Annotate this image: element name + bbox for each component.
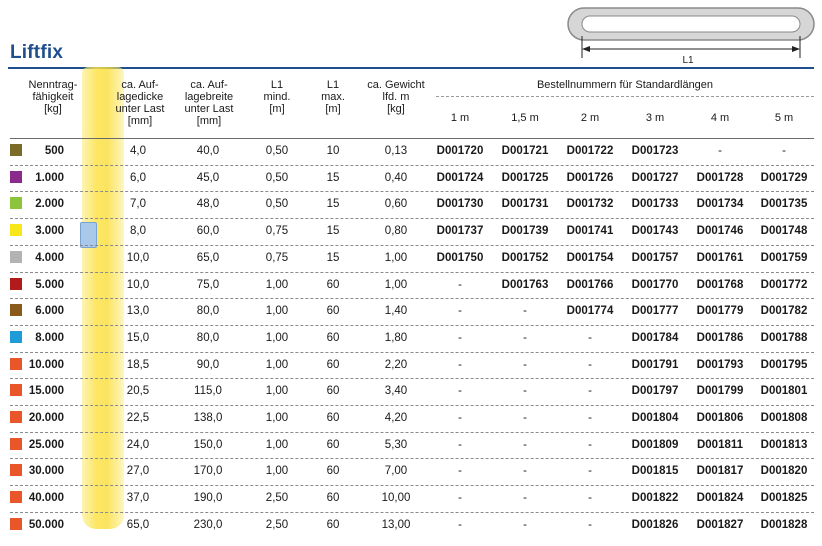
thickness-value: 10,0 — [126, 251, 150, 264]
capacity-value: 6.000 — [35, 305, 64, 318]
thickness-value: 6,0 — [130, 171, 146, 184]
order-number: D001734 — [696, 198, 744, 211]
l1min-value: 1,00 — [265, 465, 289, 478]
l1max-value: 60 — [326, 492, 340, 505]
width-value: 230,0 — [193, 518, 223, 531]
weight-value: 2,20 — [384, 358, 408, 371]
order-number: D001730 — [436, 198, 484, 211]
order-number: - — [588, 438, 592, 451]
weight-value: 4,20 — [384, 412, 408, 424]
l1max-value: 60 — [326, 385, 340, 398]
order-number: D001779 — [696, 305, 744, 318]
header-thickness — [108, 79, 172, 127]
weight-value: 1,40 — [384, 305, 408, 318]
row-divider — [10, 218, 814, 219]
order-number: D001788 — [760, 331, 808, 344]
order-number: D001722 — [566, 145, 614, 157]
capacity-value: 1.000 — [35, 171, 64, 184]
capacity-value: 20.000 — [28, 412, 64, 424]
header-length-1: 1,5 m — [511, 112, 539, 124]
l1max-value: 60 — [326, 518, 340, 531]
header-l1-max-line: L1 — [326, 79, 340, 91]
weight-value: 13,00 — [381, 518, 411, 531]
thickness-value: 15,0 — [126, 331, 150, 344]
capacity-value: 25.000 — [28, 438, 64, 451]
row-divider — [10, 298, 814, 299]
order-number: - — [523, 492, 527, 505]
capacity-value: 30.000 — [28, 465, 64, 478]
width-value: 75,0 — [196, 278, 220, 291]
capacity-value: 15.000 — [28, 385, 64, 398]
width-value: 60,0 — [196, 225, 220, 238]
header-width-line: unter Last — [184, 103, 234, 115]
order-number: D001826 — [631, 518, 679, 531]
order-number: D001784 — [631, 331, 679, 344]
order-number: D001772 — [760, 278, 808, 291]
order-number: D001759 — [760, 251, 808, 264]
width-value: 80,0 — [196, 331, 220, 344]
l1min-value: 0,50 — [265, 171, 289, 184]
thickness-value: 20,5 — [126, 385, 150, 398]
order-number: D001725 — [501, 171, 549, 184]
l1max-value: 10 — [326, 145, 340, 157]
capacity-value: 500 — [44, 145, 64, 157]
order-number: - — [523, 358, 527, 371]
thickness-value: 22,5 — [126, 412, 150, 424]
order-number: D001746 — [696, 225, 744, 238]
header-width-line: [mm] — [196, 115, 222, 127]
order-number: - — [458, 358, 462, 371]
weight-value: 0,13 — [384, 145, 408, 157]
order-number: - — [458, 438, 462, 451]
order-number: - — [458, 492, 462, 505]
header-capacity-line: fähigkeit — [32, 91, 74, 103]
weight-value: 5,30 — [384, 438, 408, 451]
l1min-value: 2,50 — [265, 518, 289, 531]
diagram-label: L1 — [682, 55, 694, 66]
row-divider — [10, 405, 814, 406]
capacity-value: 2.000 — [35, 198, 64, 211]
order-number: D001822 — [631, 492, 679, 505]
header-l1-min-line: [m] — [269, 103, 285, 115]
header-length-4: 4 m — [710, 112, 730, 124]
order-number: D001804 — [631, 412, 679, 424]
l1max-value: 60 — [326, 412, 340, 424]
order-number: - — [458, 331, 462, 344]
order-number: D001723 — [631, 145, 679, 157]
header-l1-min-line: mind. — [263, 91, 291, 103]
l1min-value: 0,75 — [265, 225, 289, 238]
order-number: - — [523, 305, 527, 318]
header-capacity-line: Nenntrag- — [28, 79, 78, 91]
header-l1-min-line: L1 — [270, 79, 284, 91]
header-weight-line: ca. Gewicht — [367, 79, 425, 91]
row-divider — [10, 432, 814, 433]
page-title: Liftfix — [10, 42, 64, 63]
header-l1-max-line: [m] — [325, 103, 341, 115]
weight-value: 0,80 — [384, 225, 408, 238]
order-number: D001720 — [436, 145, 484, 157]
width-value: 115,0 — [194, 385, 222, 398]
order-number: D001793 — [696, 358, 744, 371]
order-number: D001731 — [501, 198, 549, 211]
order-number: - — [458, 518, 462, 531]
order-number: D001729 — [760, 171, 808, 184]
order-number: D001770 — [631, 278, 679, 291]
order-number: - — [588, 358, 592, 371]
header-weight — [360, 79, 432, 115]
order-number: D001774 — [566, 305, 614, 318]
order-number: - — [523, 438, 527, 451]
order-number: D001828 — [760, 518, 808, 531]
width-value: 190,0 — [193, 492, 223, 505]
l1min-value: 1,00 — [265, 412, 289, 424]
capacity-value: 5.000 — [35, 278, 64, 291]
order-number: - — [782, 145, 786, 157]
header-capacity — [20, 79, 86, 115]
order-number: D001801 — [760, 385, 808, 398]
row-divider — [10, 512, 814, 513]
header-thickness-line: ca. Auf- — [121, 79, 159, 91]
order-number: - — [458, 385, 462, 398]
header-thickness-line: lagedicke — [116, 91, 164, 103]
order-number: D001737 — [436, 225, 484, 238]
order-number: D001827 — [696, 518, 744, 531]
weight-value: 10,00 — [381, 492, 411, 505]
l1max-value: 60 — [326, 358, 340, 371]
order-number: - — [588, 385, 592, 398]
order-number: - — [458, 412, 462, 424]
width-value: 40,0 — [196, 145, 220, 157]
order-number: - — [458, 278, 462, 291]
l1min-value: 1,00 — [265, 305, 289, 318]
order-number: D001824 — [696, 492, 744, 505]
thickness-value: 65,0 — [126, 518, 150, 531]
order-number: - — [523, 331, 527, 344]
capacity-value: 40.000 — [28, 492, 64, 505]
weight-value: 0,60 — [384, 198, 408, 211]
order-number: D001815 — [631, 465, 679, 478]
row-divider — [10, 485, 814, 486]
l1min-value: 0,50 — [265, 198, 289, 211]
row-divider — [10, 458, 814, 459]
header-length-2: 2 m — [580, 112, 600, 124]
order-number: D001721 — [501, 145, 549, 157]
order-number: D001791 — [631, 358, 679, 371]
order-number: - — [588, 492, 592, 505]
order-number: D001761 — [696, 251, 744, 264]
thickness-value: 27,0 — [126, 465, 150, 478]
order-number: D001825 — [760, 492, 808, 505]
order-number: D001820 — [760, 465, 808, 478]
order-number: - — [458, 305, 462, 318]
order-number: D001782 — [760, 305, 808, 318]
header-width-line: lagebreite — [184, 91, 234, 103]
order-number: D001813 — [760, 438, 808, 451]
header-weight-line: [kg] — [387, 103, 405, 115]
order-number: D001743 — [631, 225, 679, 238]
order-number: D001752 — [501, 251, 549, 264]
order-number: D001797 — [631, 385, 679, 398]
capacity-value: 50.000 — [28, 518, 64, 531]
thickness-value: 37,0 — [126, 492, 150, 505]
header-weight-line: lfd. m — [382, 91, 410, 103]
row-divider — [10, 272, 814, 273]
weight-value: 0,40 — [384, 171, 408, 184]
order-number: D001728 — [696, 171, 744, 184]
order-number: D001763 — [501, 278, 549, 291]
l1min-value: 0,75 — [265, 251, 289, 264]
order-number: D001768 — [696, 278, 744, 291]
order-number: - — [588, 465, 592, 478]
thickness-value: 13,0 — [126, 305, 150, 318]
order-number: D001757 — [631, 251, 679, 264]
order-number: - — [523, 412, 527, 424]
header-length-0: 1 m — [450, 112, 470, 124]
order-number: D001806 — [696, 412, 744, 424]
header-l1-max-line: max. — [321, 91, 345, 103]
thickness-value: 18,5 — [126, 358, 150, 371]
order-number: - — [588, 412, 592, 424]
order-number: D001748 — [760, 225, 808, 238]
header-l1-max — [310, 79, 356, 115]
width-value: 170,0 — [193, 465, 223, 478]
width-value: 150,0 — [193, 438, 223, 451]
row-divider — [10, 378, 814, 379]
header-width — [176, 79, 242, 127]
l1max-value: 15 — [326, 225, 340, 238]
l1max-value: 60 — [326, 278, 340, 291]
order-number: - — [523, 465, 527, 478]
order-number: D001809 — [631, 438, 679, 451]
order-number: D001733 — [631, 198, 679, 211]
l1max-value: 15 — [326, 198, 340, 211]
weight-value: 1,80 — [384, 331, 408, 344]
thickness-value: 7,0 — [130, 198, 146, 211]
order-number: D001727 — [631, 171, 679, 184]
row-divider — [10, 325, 814, 326]
order-number: D001799 — [696, 385, 744, 398]
order-number: D001724 — [436, 171, 484, 184]
order-number: - — [588, 331, 592, 344]
l1max-value: 60 — [326, 465, 340, 478]
order-number: D001777 — [631, 305, 679, 318]
header-length-3: 3 m — [645, 112, 665, 124]
capacity-value: 10.000 — [28, 358, 64, 371]
l1max-value: 15 — [326, 251, 340, 264]
order-number: D001786 — [696, 331, 744, 344]
order-number: D001795 — [760, 358, 808, 371]
order-number: D001811 — [696, 438, 744, 451]
order-number: - — [718, 145, 722, 157]
order-number: - — [523, 518, 527, 531]
l1max-value: 15 — [326, 171, 340, 184]
width-value: 138,0 — [193, 412, 223, 424]
weight-value: 1,00 — [384, 251, 408, 264]
header-capacity-line: [kg] — [44, 103, 62, 115]
width-value: 48,0 — [196, 198, 220, 211]
capacity-value: 4.000 — [35, 251, 64, 264]
l1min-value: 1,00 — [265, 438, 289, 451]
row-divider — [10, 165, 814, 166]
thickness-value: 24,0 — [126, 438, 150, 451]
order-number: D001754 — [566, 251, 614, 264]
l1min-value: 1,00 — [265, 385, 289, 398]
thickness-value: 8,0 — [130, 225, 146, 238]
order-number: - — [458, 465, 462, 478]
l1max-value: 60 — [326, 331, 340, 344]
order-number: D001732 — [566, 198, 614, 211]
order-number: D001750 — [436, 251, 484, 264]
order-number: D001726 — [566, 171, 614, 184]
weight-value: 3,40 — [384, 385, 408, 398]
title-divider — [8, 67, 814, 69]
l1min-value: 2,50 — [265, 492, 289, 505]
order-number: D001808 — [760, 412, 808, 424]
weight-value: 1,00 — [384, 278, 408, 291]
width-value: 80,0 — [196, 305, 220, 318]
header-group-divider — [436, 96, 814, 97]
l1min-value: 0,50 — [265, 145, 289, 157]
header-l1-min — [252, 79, 302, 115]
order-number: D001766 — [566, 278, 614, 291]
capacity-value: 3.000 — [35, 225, 64, 238]
order-number: D001739 — [501, 225, 549, 238]
thickness-value: 4,0 — [130, 145, 146, 157]
row-divider — [10, 191, 814, 192]
order-number: - — [588, 518, 592, 531]
weight-value: 7,00 — [384, 465, 408, 478]
order-number: D001817 — [696, 465, 744, 478]
width-value: 90,0 — [196, 358, 220, 371]
l1min-value: 1,00 — [265, 331, 289, 344]
l1min-value: 1,00 — [265, 278, 289, 291]
capacity-value: 8.000 — [35, 331, 64, 344]
header-thickness-line: [mm] — [127, 115, 153, 127]
sling-diagram — [560, 2, 820, 66]
width-value: 45,0 — [196, 171, 220, 184]
thickness-value: 10,0 — [126, 278, 150, 291]
header-width-line: ca. Auf- — [190, 79, 228, 91]
order-number: D001741 — [566, 225, 614, 238]
header-length-5: 5 m — [774, 112, 794, 124]
row-divider — [10, 352, 814, 353]
row-divider — [10, 138, 814, 139]
header-thickness-line: unter Last — [115, 103, 165, 115]
order-number: - — [523, 385, 527, 398]
header-order-numbers: Bestellnummern für Standardlängen — [536, 79, 714, 91]
l1max-value: 60 — [326, 305, 340, 318]
width-value: 65,0 — [196, 251, 220, 264]
l1max-value: 60 — [326, 438, 340, 451]
l1min-value: 1,00 — [265, 358, 289, 371]
order-number: D001735 — [760, 198, 808, 211]
row-divider — [10, 245, 814, 246]
